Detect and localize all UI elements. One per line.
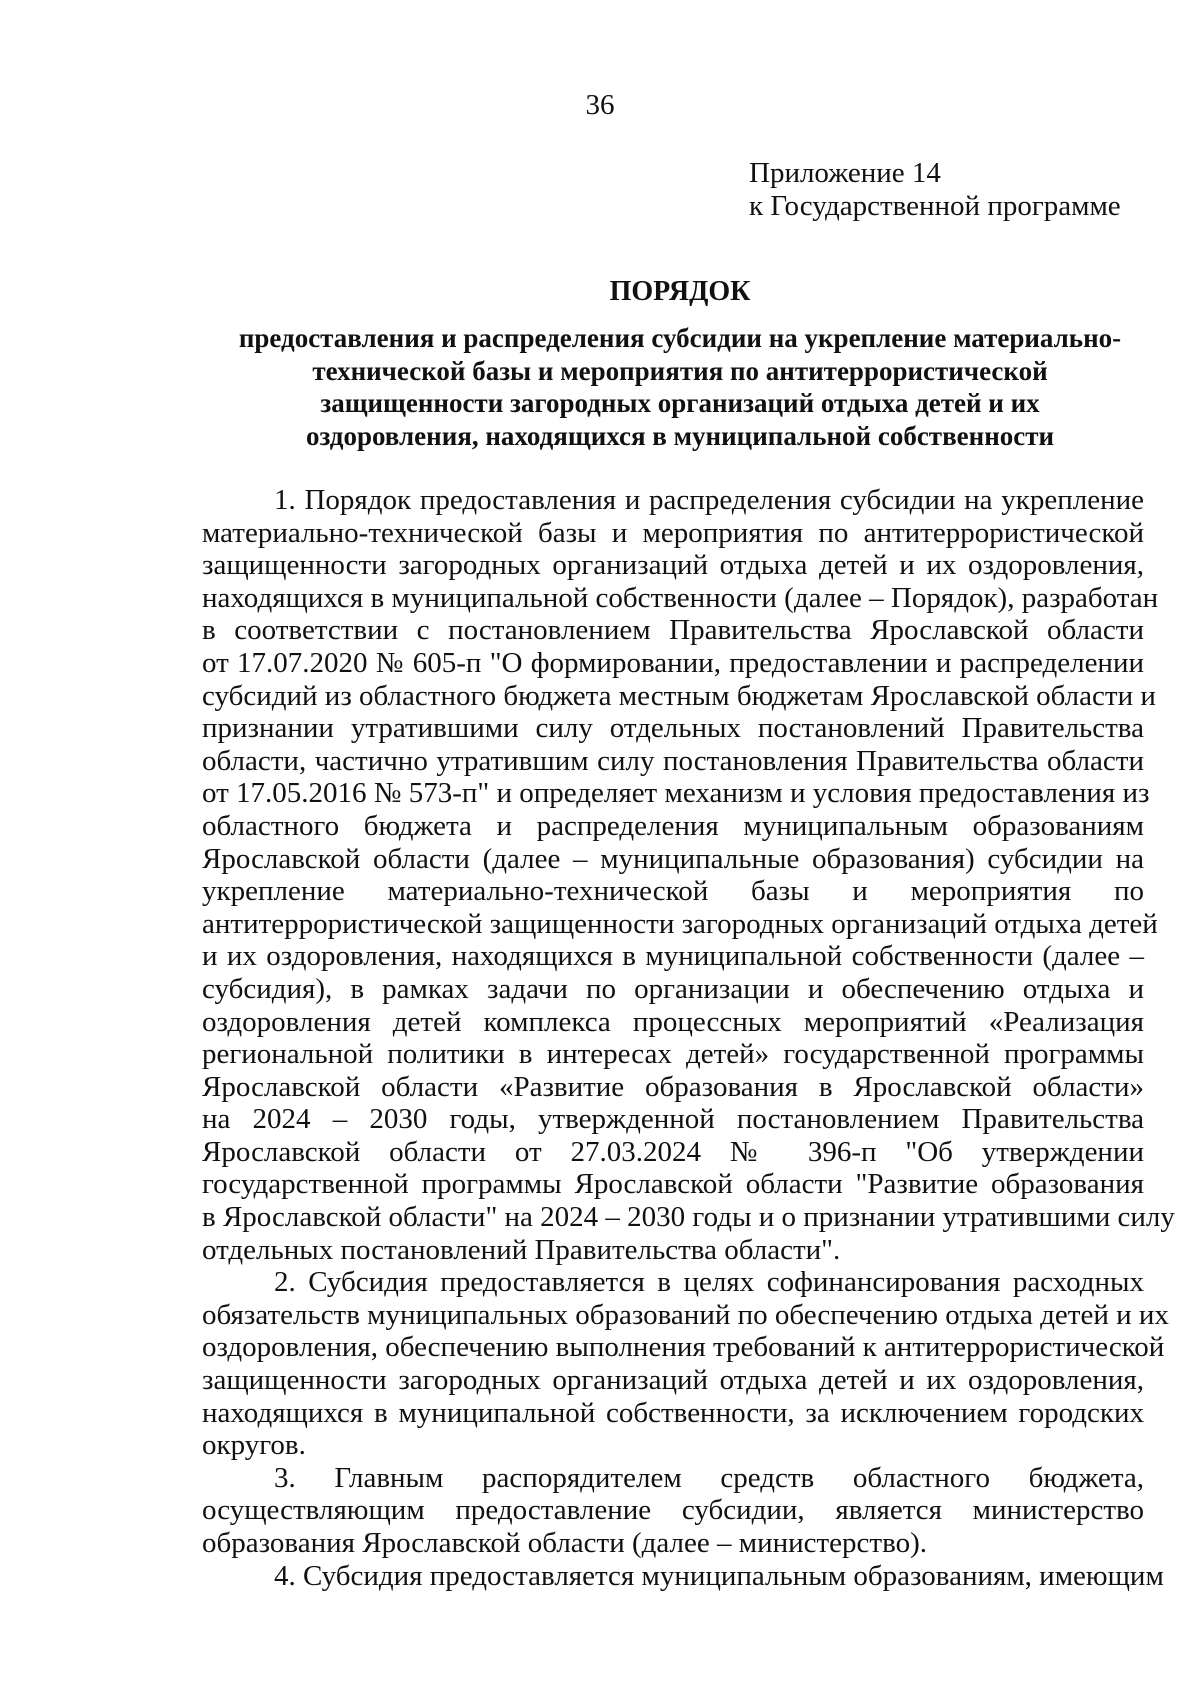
- paragraph-line: на 2024 – 2030 годы, утвержденной постановлением Правительства: [202, 1103, 1144, 1136]
- page-number: 36: [585, 89, 615, 121]
- paragraph-line: находящихся в муниципальной собственности (далее – Порядок), разработан: [202, 581, 1159, 614]
- document-subtitle: [200, 322, 1160, 452]
- paragraph-line: в Ярославской области" на 2024 – 2030 годы и о признании утратившими силу: [202, 1201, 1175, 1234]
- paragraph-line: субсидий из областного бюджета местным бюджетам Ярославской области и: [202, 679, 1156, 712]
- paragraph-line: отдельных постановлений Правительства области".: [202, 1233, 841, 1266]
- paragraph-line: 2. Субсидия предоставляется в целях софинансирования расходных: [274, 1266, 1144, 1299]
- paragraph-line: 4. Субсидия предоставляется муниципальным образованиям, имеющим: [274, 1559, 1164, 1592]
- paragraph-line: округов.: [202, 1429, 306, 1462]
- paragraph-line: в соответствии с постановлением Правительства Ярославской области: [202, 614, 1144, 647]
- paragraph-line: оздоровления, обеспечению выполнения требований к антитеррористической: [202, 1331, 1165, 1364]
- paragraph-line: находящихся в муниципальной собственности, за исключением городских: [202, 1396, 1144, 1429]
- paragraph-line: укрепление материально-технической базы и мероприятия по: [202, 875, 1144, 908]
- paragraph-line: областного бюджета и распределения муниципальным образованиям: [202, 809, 1144, 842]
- appendix-line-1: Приложение 14: [749, 157, 941, 189]
- paragraph-line: и их оздоровления, находящихся в муниципальной собственности (далее –: [202, 940, 1144, 973]
- paragraph-line: Ярославской области «Развитие образования в Ярославской области»: [202, 1070, 1144, 1103]
- paragraph-line: области, частично утратившим силу постановления Правительства области: [202, 744, 1144, 777]
- paragraph-line: региональной политики в интересах детей» государственной программы: [202, 1038, 1144, 1071]
- paragraph-line: от 17.07.2020 № 605-п "О формировании, предоставлении и распределении: [202, 646, 1144, 679]
- paragraph-1: [202, 484, 1175, 1266]
- paragraph-line: обязательств муниципальных образований по обеспечению отдыха детей и их: [202, 1298, 1169, 1331]
- document-title: ПОРЯДОК: [609, 276, 751, 307]
- paragraph-line: защищенности загородных организаций отдыха детей и их оздоровления,: [202, 549, 1144, 582]
- appendix-line-2: к Государственной программе: [749, 190, 1121, 222]
- paragraph-line: Ярославской области от 27.03.2024 № 396-п "Об утверждении: [202, 1135, 1144, 1168]
- paragraph-line: Ярославской области (далее – муниципальные образования) субсидии на: [202, 842, 1144, 875]
- subtitle-line: технической базы и мероприятия по антитеррористической: [312, 355, 1048, 386]
- paragraph-line: 1. Порядок предоставления и распределения субсидии на укрепление: [274, 484, 1144, 516]
- paragraph-2: [202, 1266, 1169, 1462]
- subtitle-line: защищенности загородных организаций отдыха детей и их: [320, 388, 1040, 418]
- paragraph-line: от 17.05.2016 № 573-п" и определяет механизм и условия предоставления из: [202, 777, 1150, 810]
- paragraph-line: оздоровления детей комплекса процессных мероприятий «Реализация: [202, 1005, 1144, 1038]
- appendix-reference: [749, 157, 1121, 223]
- paragraph-4: [202, 1559, 1164, 1593]
- document-body: [202, 484, 1175, 1592]
- paragraph-line: антитеррористической защищенности загородных организаций отдыха детей: [202, 907, 1158, 940]
- paragraph-line: защищенности загородных организаций отдыха детей и их оздоровления,: [202, 1364, 1144, 1397]
- paragraph-3: [202, 1462, 1144, 1560]
- paragraph-line: образования Ярославской области (далее – министерство).: [202, 1527, 927, 1559]
- paragraph-line: государственной программы Ярославской области "Развитие образования: [202, 1168, 1144, 1201]
- subtitle-line: предоставления и распределения субсидии на укрепление материально-: [238, 323, 1122, 353]
- paragraph-line: признании утратившими силу отдельных постановлений Правительства: [202, 712, 1144, 745]
- paragraph-line: материально-технической базы и мероприятия по антитеррористической: [202, 516, 1144, 549]
- paragraph-line: субсидия), в рамках задачи по организации и обеспечению отдыха и: [202, 972, 1144, 1005]
- subtitle-line: оздоровления, находящихся в муниципальной собственности: [305, 420, 1055, 451]
- paragraph-line: осуществляющим предоставление субсидии, является министерство: [202, 1494, 1144, 1527]
- paragraph-line: 3. Главным распорядителем средств областного бюджета,: [274, 1461, 1144, 1494]
